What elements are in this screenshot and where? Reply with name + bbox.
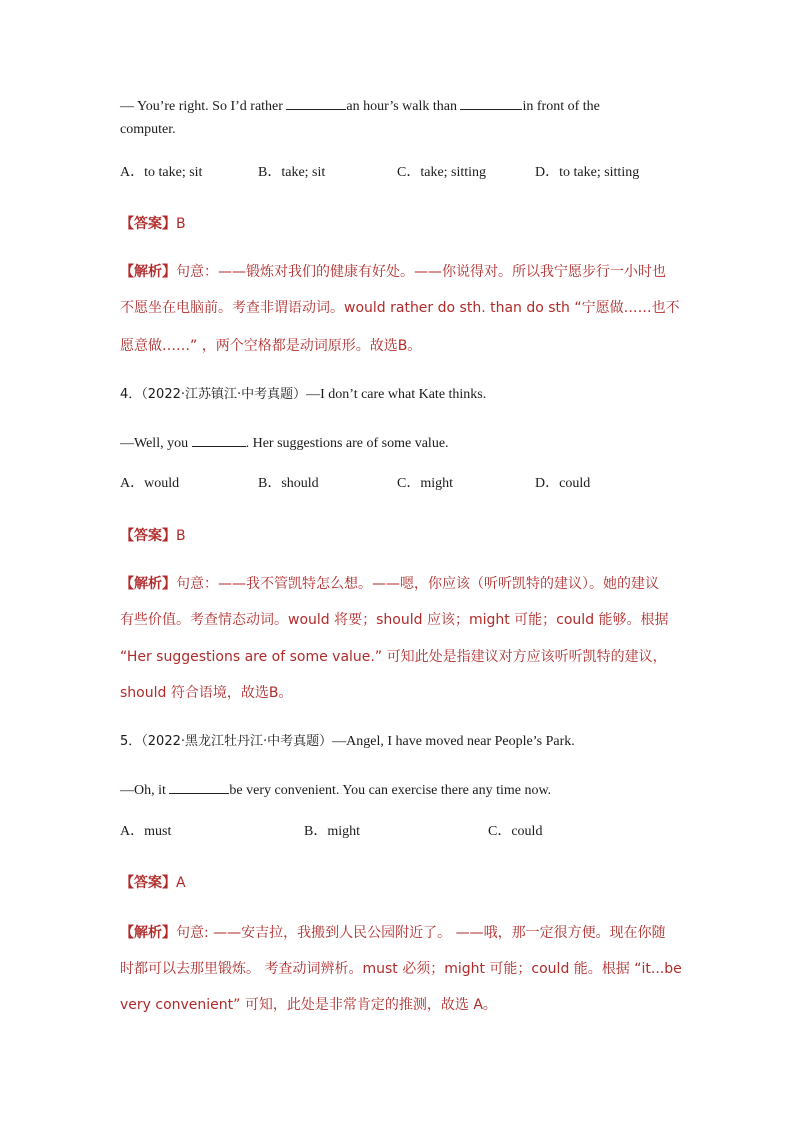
q3-option-a: A．to take; sit [120, 165, 203, 180]
q5-answer [120, 874, 680, 892]
q4-option-a: A．would [120, 476, 180, 491]
q4-option-b: B．should [258, 476, 319, 491]
q3-analysis-text-1: 句意：——锻炼对我们的健康有好处。——你说得对。所以我宁愿步行一小时也 [176, 264, 666, 280]
q3-analysis-line3: 愿意做……” ，两个空格都是动词原形。故选B。 [120, 338, 422, 354]
q4-blank [192, 433, 246, 447]
q5-answer-value: A [176, 875, 186, 891]
q5-stem-text: —Angel, I have moved near People’s Park. [332, 734, 575, 749]
q3-stem-line2: computer. [120, 122, 176, 137]
q5-analysis-label: 【解析】 [120, 925, 176, 941]
q5-blank [169, 780, 229, 794]
q4-analysis-line4: should 符合语境，故选B。 [120, 685, 293, 701]
q5-option-a: A．must [120, 824, 172, 839]
q3-answer [120, 215, 680, 233]
q4-option-c: C．might [397, 476, 454, 491]
q3-analysis-line1 [120, 263, 680, 281]
q5-option-b: B．might [304, 824, 361, 839]
q5-analysis-line3: very convenient” 可知，此处是非常肯定的推测，故选 A。 [120, 997, 497, 1013]
q3-analysis-label: 【解析】 [120, 264, 176, 280]
q5-answer-label: 【答案】 [120, 875, 176, 891]
q4-text-a: —Well, you [120, 436, 192, 451]
q5-analysis-line2: 时都可以去那里锻炼。 考查动词辨析。must 必须；might 可能；could 能。根据 “it...be [120, 961, 682, 977]
q5-source: 5．（2022·黑龙江牡丹江·中考真题） [120, 734, 333, 749]
q3-text-a: — You’re right. So I’d rather [120, 99, 287, 114]
q3-analysis-line2: 不愿坐在电脑前。考查非谓语动词。would rather do sth. than do sth “宁愿做……也不 [120, 300, 680, 316]
q4-source: 4．（2022·江苏镇江·中考真题） [120, 387, 307, 402]
q5-option-c: C．could [488, 824, 543, 839]
q3-text-b: an hour’s walk than [346, 99, 461, 114]
q3-option-c: C．take; sitting [397, 165, 487, 180]
q4-option-d: D．could [535, 476, 591, 491]
q5-text-b: be very convenient. You can exercise there any time now. [229, 783, 552, 798]
q4-stem-text: —I don’t care what Kate thinks. [306, 387, 487, 402]
q4-analysis-label: 【解析】 [120, 576, 176, 592]
q4-stem-line2 [120, 433, 680, 453]
q3-option-b: B．take; sit [258, 165, 326, 180]
q3-blank-2 [460, 96, 522, 110]
q4-answer [120, 527, 680, 545]
q4-answer-label: 【答案】 [120, 528, 176, 544]
q4-answer-value: B [176, 528, 186, 544]
q3-stem-line1 [120, 96, 680, 116]
q4-stem-line1 [120, 386, 680, 404]
q5-analysis-text-1: 句意: ——安吉拉，我搬到人民公园附近了。 ——哦，那一定很方便。现在你随 [176, 925, 666, 941]
q4-analysis-line3: “Her suggestions are of some value.” 可知此处是指建议对方应该听听凯特的建议， [120, 649, 667, 665]
q4-text-b: . Her suggestions are of some value. [245, 436, 449, 451]
q5-stem-line1 [120, 733, 680, 751]
q5-text-a: —Oh, it [120, 783, 170, 798]
q4-analysis-line2: 有些价值。考查情态动词。would 将要；should 应该；might 可能；could 能够。根据 [120, 612, 669, 628]
q5-stem-line2 [120, 780, 680, 800]
q3-text-c: in front of the [522, 99, 600, 114]
q3-option-d: D．to take; sitting [535, 165, 640, 180]
q3-answer-value: B [176, 216, 186, 232]
q5-analysis-line1 [120, 924, 680, 942]
q3-blank-1 [286, 96, 346, 110]
q4-analysis-text-1: 句意：——我不管凯特怎么想。——嗯，你应该（听听凯特的建议）。她的建议 [176, 576, 659, 592]
q3-answer-label: 【答案】 [120, 216, 176, 232]
q4-analysis-line1 [120, 575, 680, 593]
